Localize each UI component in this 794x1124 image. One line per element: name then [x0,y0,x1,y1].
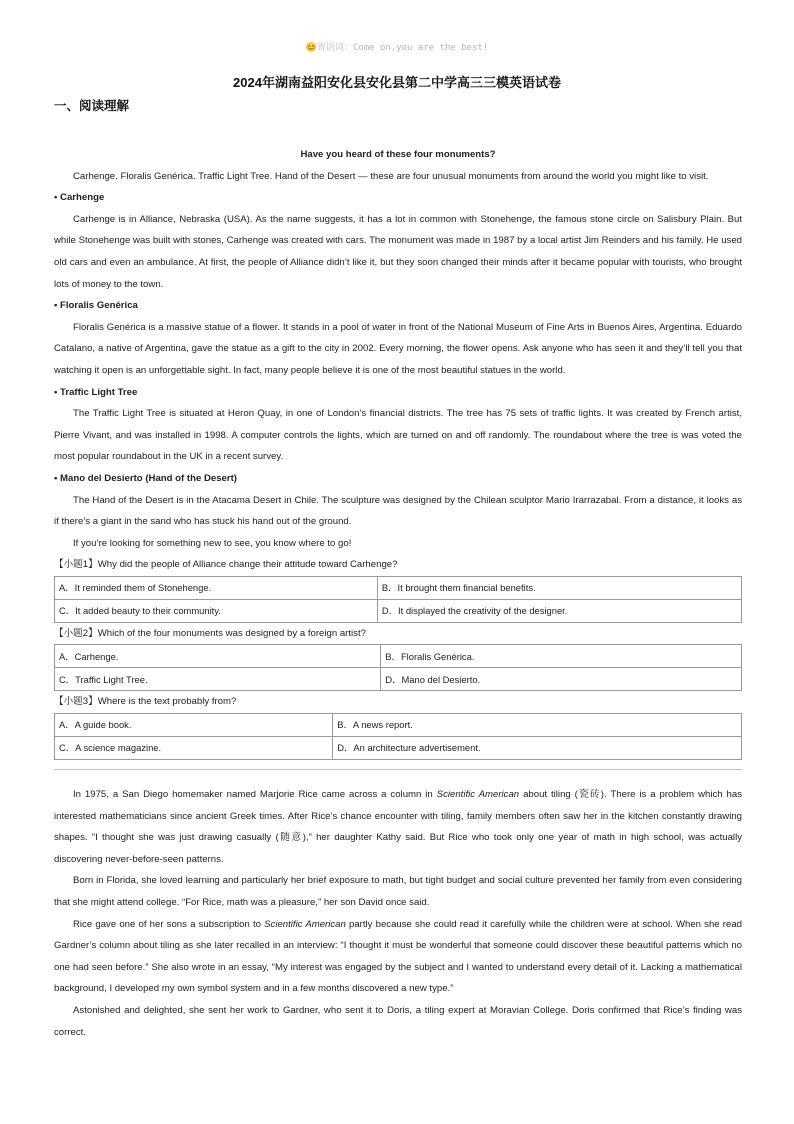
option-a[interactable]: A．It reminded them of Stonehenge. [55,576,378,599]
section-heading-floralis: • Floralis Genérica [54,300,138,312]
question-3-stem: 【小题3】Where is the text probably from? [54,696,237,708]
passage-1 [54,144,742,1043]
section-heading-carhenge: • Carhenge [54,192,105,204]
question-2-stem: 【小题2】Which of the four monuments was designed by a foreign artist? [54,627,366,639]
option-d[interactable]: D．An architecture advertisement. [333,737,742,760]
section-heading-traffic-light-tree: • Traffic Light Tree [54,386,138,398]
p3-text-a: Rice gave one of her sons a subscription to [73,918,265,930]
question-3-options [54,713,742,760]
passage-2-paragraph-2: Born in Florida, she loved learning and particularly her brief exposure to math, but tight budget and social culture prevented her family from even considering that she might attend college. “For Rice, math was a pleasure,” her son David once said. [54,875,742,909]
p1-text-a: In 1975, a San Diego homemaker named Marjorie Rice came across a column in [73,789,437,801]
p3-magazine-title: Scientific American [264,918,346,930]
passage-2-paragraph-4: Astonished and delighted, she sent her work to Gardner, who sent it to Doris, a tiling expert at Moravian College. Doris confirmed that Rice’s finding was correct. [54,1005,742,1038]
section-text-floralis: Floralis Genérica is a massive statue of a flower. It stands in a pool of water in front of the National Museum of Fine Arts in Buenos Aires, Argentina. Eduardo Catalano, a native of Argentina, gave the statue as a gift to the city in 2002. Every morning, the flower opens. Ask anyone who has seen it and they’ll tell you that watching it open is an unforgettable sight. In fact, many people believe it is one of the most beautiful statues in the world. [54,321,742,376]
passage-1-closing: If you’re looking for something new to see, you know where to go! [73,537,352,549]
option-d[interactable]: D．It displayed the creativity of the designer. [377,599,741,622]
option-a[interactable]: A．A guide book. [55,714,333,737]
option-c[interactable]: C．A science magazine. [55,737,333,760]
p1-magazine-title: Scientific American [436,789,520,801]
watermark: 😊寄语词：Come on,you are the best! [305,43,489,53]
option-c[interactable]: C．It added beauty to their community. [55,599,378,622]
p1-text-b: about tiling (瓷砖). There is a problem which has interested mathematicians since ancient Greek times. After Rice’s chance encounter with tiling, family members often saw her in the kitchen constantly drawing shapes. “I thought she was just drawing casually (随意),” her daughter Kathy said. But Rice who took only one year of math in high school, was actually discovering never-before-seen patterns. [54,789,743,865]
section-text-hand-of-desert: The Hand of the Desert is in the Atacama Desert in Chile. The sculpture was designed by the Chilean sculptor Mario Irarrazabal. From a distance, it looks as if there’s a giant in the sand who has stuck his hand out of the ground. [54,494,742,528]
passage-divider [54,769,742,770]
option-b[interactable]: B．It brought them financial benefits. [377,576,741,599]
option-b[interactable]: B．A news report. [333,714,742,737]
option-c[interactable]: C．Traffic Light Tree. [55,668,381,691]
passage-2-paragraph-3 [54,914,742,1000]
question-2-options [54,644,742,691]
question-1-options [54,576,742,623]
passage-1-title: Have you heard of these four monuments? [300,149,496,160]
section-title: 一、阅读理解 [54,98,130,113]
section-text-traffic-light-tree: The Traffic Light Tree is situated at Heron Quay, in one of London’s financial districts. The tree has 75 sets of traffic lights. It was created by French artist, Pierre Vivant, and was installed in 1998. A computer controls the lights, which are turned on and off randomly. The roundabout where the tree is was voted the most popular roundabout in the UK in a recent survey. [54,408,742,463]
passage-1-intro: Carhenge. Floralis Genérica. Traffic Light Tree. Hand of the Desert — these are four unusual monuments from around the world you might like to visit. [73,170,709,182]
section-text-carhenge: Carhenge is in Alliance, Nebraska (USA). As the name suggests, it has a lot in common with Stonehenge, the famous stone circle on Salisbury Plain. But while Stonehenge was built with stones, Carhenge was created with cars. The monument was made in 1987 by a local artist Jim Reinders and his family. He used old cars and even an ambulance. At first, the people of Alliance didn’t like it, but they soon changed their minds after it became popular with tourists, who brought lots of money to the town. [54,213,742,290]
section-heading-hand-of-desert: • Mano del Desierto (Hand of the Desert) [54,472,237,484]
document-title: 2024年湖南益阳安化县安化县第二中学高三三模英语试卷 [233,75,561,90]
option-d[interactable]: D．Mano del Desierto. [381,668,742,691]
p3-text-b: partly because she could read it carefully while the children were at school. When she read Gardner’s column about tiling as she later recalled in an interview: “I thought it must be wonderful that someone could discover these beautiful patterns which no one had seen before.” She also wrote in an essay, “My interest was engaged by the subject and I wanted to understand every detail of it. Lacking a mathematical background, I developed my own symbol system and in a few months discovered a new type.” [54,918,743,995]
option-a[interactable]: A．Carhenge. [55,645,381,668]
passage-2-paragraph-1 [54,784,742,870]
option-b[interactable]: B．Floralis Genérica. [381,645,742,668]
question-1-stem: 【小题1】Why did the people of Alliance change their attitude toward Carhenge? [54,559,398,571]
